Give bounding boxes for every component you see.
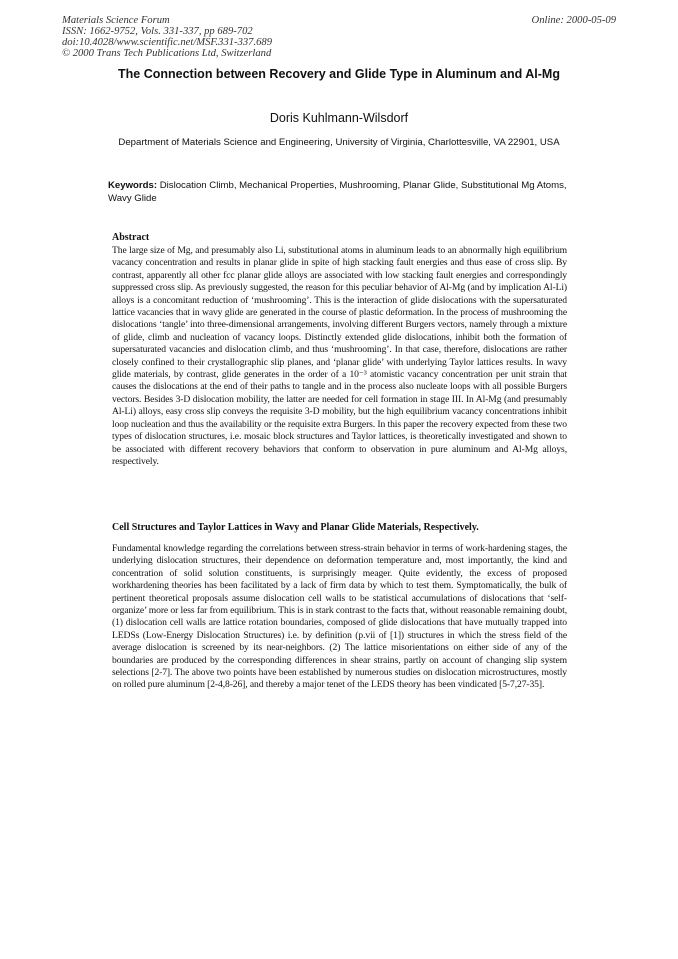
author-affiliation: Department of Materials Science and Engineering, University of Virginia, Charlottesville, VA 22901, USA [118, 137, 560, 148]
copyright-line: © 2000 Trans Tech Publications Ltd, Switzerland [62, 48, 272, 59]
journal-metadata [62, 15, 402, 59]
section-body-text: Fundamental knowledge regarding the correlations between stress-strain behavior in terms of work-hardening stages, the underlying dislocation structures, their dependence on deformation temperature and, most importantly, the kind and concentration of solid solution constituents, is surprisingly meager. Quite evidently, the excess of proposed workhardening theories has been facilitated by a lack of firm data by which to test them. Symptomatically, the bulk of pertinent theoretical proposals assume dislocation cell walls to be statistical accumulations of dislocations that ‘self-organize’ more or less far from equilibrium. This is in stark contrast to the facts that, without reasonable remaining doubt, (1) dislocation cell walls are lattice rotation boundaries, composed of glide dislocations that have mutually trapped into LEDSs (Low-Energy Dislocation Structures) i.e. by definition (p.vii of [1]) structures in which the stress field of the average dislocation is screened by its near-neighbors. (2) The lattice misorientations on either side of any of the boundaries are produced by the corresponding differences in shear strains, partly on account of changing slip system selections [2-7]. The above two points have been established by numerous studies on dislocation microstructures, mostly on rolled pure aluminum [2-4,8-26], and thereby a major tenet of the LEDS theory has been vindicated [5-7,27-35]. [112, 543, 567, 691]
doi-link[interactable]: doi:10.4028/www.scientific.net/MSF.331-337.689 [62, 37, 272, 48]
online-date: Online: 2000-05-09 [531, 15, 616, 26]
paper-title: The Connection between Recovery and Glide Type in Aluminum and Al-Mg [118, 67, 560, 81]
keywords-label: Keywords: [108, 180, 158, 191]
abstract-text: The large size of Mg, and presumably also Li, substitutional atoms in aluminum leads to an abnormally high equilibrium vacancy concentration and results in planar glide in spite of high stacking fault energies and thus ease of cross slip. By contrast, apparently all other fcc planar glide alloys are associated with low stacking fault energies and correspondingly suppressed cross slip. As previously suggested, the reason for this peculiar behavior of Al-Mg (and by implication Al-Li) alloys is a concomitant reduction of ‘mushrooming’. This is the interaction of glide dislocations with the supersaturated lattice vacancies that in wavy glide are generated in the course of plastic deformation. In the process of mushrooming the dislocations ‘tangle’ into three-dimensional arrangements, involving different Burgers vectors, namely through a mixture of glide, climb and nucleation of vacancy loops. Distinctly extended glide dislocations, inhibit both the formation of supersaturated vacancies and dislocation climb, and thus ‘mushrooming’. In that case, therefore, dislocations are rather closely confined to their crystallographic slip planes, and ‘planar glide’ with underlying Taylor lattices results. In wavy glide materials, by contrast, glide generates in the order of a 10⁻³ atomistic vacancy concentration per unit strain that causes the dislocations at the end of their paths to tangle and in the process also nucleate loops with all possible Burgers vectors. Besides 3-D dislocation mobility, the latter are needed for cell formation in stage III. In Al-Mg (and presumably Al-Li) alloys, easy cross slip conveys the requisite 3-D mobility, but the high equilibrium vacancy concentrations inhibit loop nucleation and thus the availability or the requisite extra Burgers. In this paper the recovery expected from these two types of dislocation structures, i.e. mosaic block structures and Taylor lattices, is theoretically investigated and shown to be associated with different recovery behaviors that conform to observation in pure aluminum and Al-Mg alloys, respectively. [112, 245, 567, 467]
keywords-list: Dislocation Climb, Mechanical Properties, Mushrooming, Planar Glide, Substitutional Mg Atoms, Wavy Glide [108, 180, 567, 204]
abstract-heading: Abstract [112, 232, 150, 243]
section-heading: Cell Structures and Taylor Lattices in Wavy and Planar Glide Materials, Respectively. [112, 522, 479, 533]
author-name: Doris Kuhlmann-Wilsdorf [269, 111, 409, 125]
issn-line: ISSN: 1662-9752, Vols. 331-337, pp 689-702 [62, 26, 253, 37]
journal-name: Materials Science Forum [62, 15, 170, 26]
keywords [108, 180, 568, 205]
